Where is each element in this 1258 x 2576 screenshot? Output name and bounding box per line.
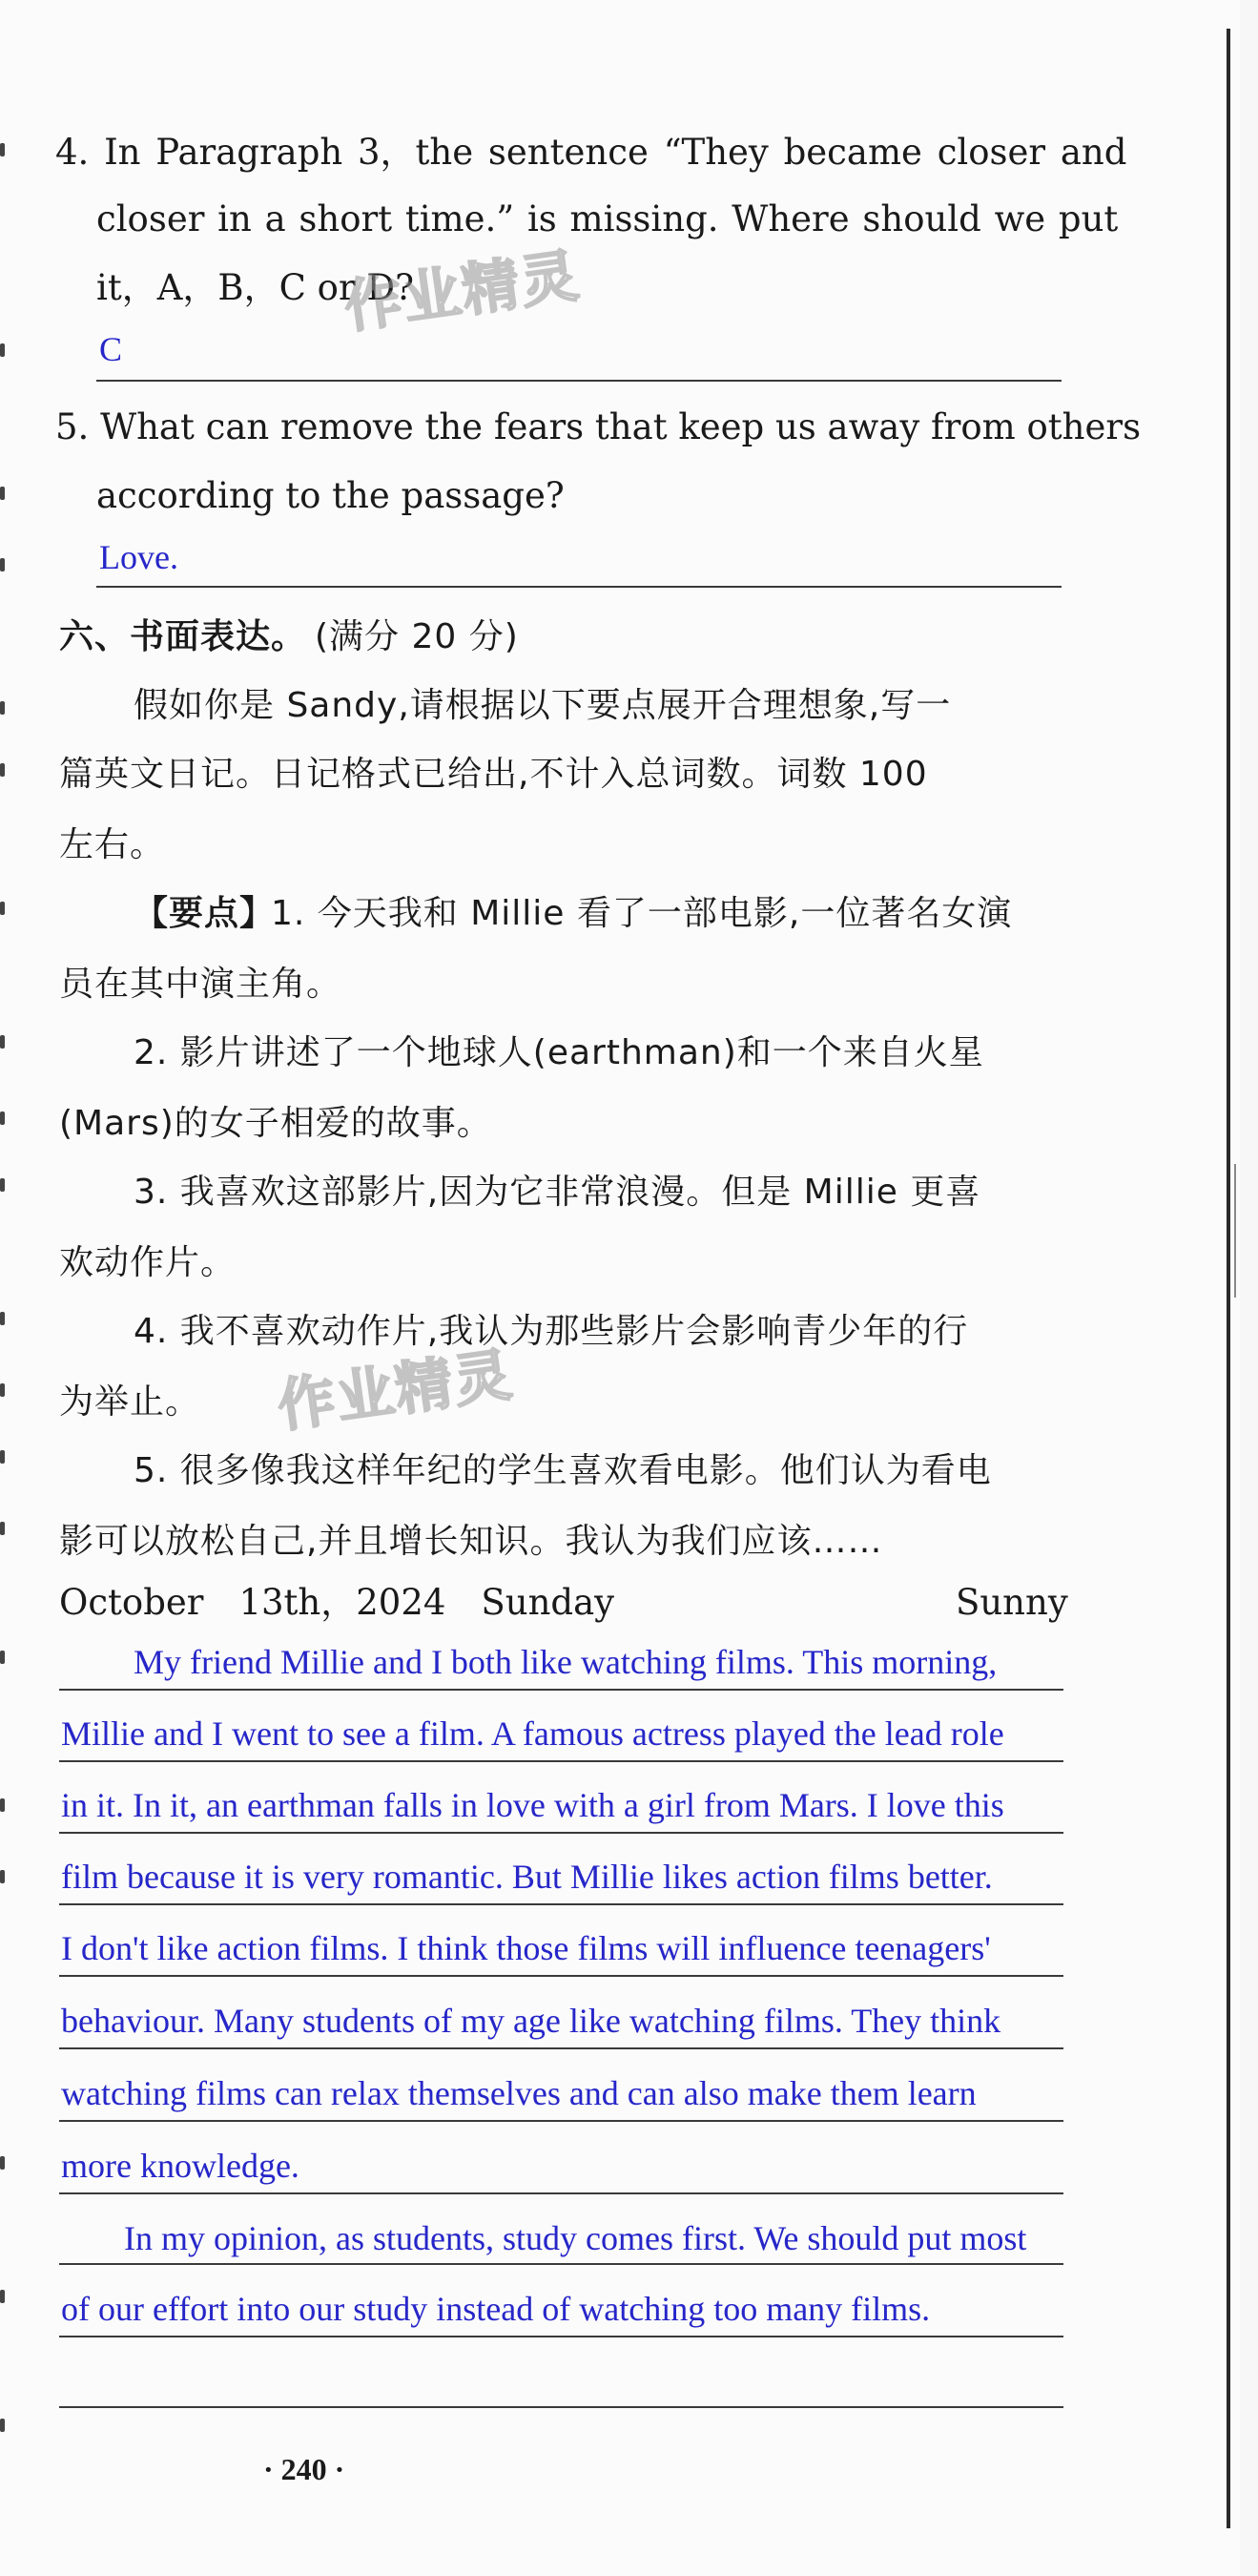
question-4-line-3: it，A，B，C or D? <box>96 267 414 308</box>
points-label: 【要点】 <box>134 894 276 933</box>
writing-line <box>59 2047 1063 2049</box>
point-1-line-1: 1. 今天我和 Millie 看了一部电影,一位著名女演 <box>271 894 1013 933</box>
diary-line-3: in it. In it, an earthman falls in love with a girl from Mars. I love this <box>61 1786 1004 1824</box>
page-number: · 240 · <box>263 2452 345 2486</box>
point-2-line-1: 2. 影片讲述了一个地球人(earthman)和一个来自火星 <box>134 1033 984 1072</box>
diary-line-2: Millie and I went to see a film. A famous actress played the lead role <box>61 1714 1004 1753</box>
question-5-answer: Love. <box>99 538 178 576</box>
question-5-line-1: 5. What can remove the fears that keep us away from others <box>55 406 1142 447</box>
point-4-line-1: 4. 我不喜欢动作片,我认为那些影片会影响青少年的行 <box>134 1312 969 1351</box>
point-3-line-2: 欢动作片。 <box>59 1243 237 1282</box>
point-3-line-1: 3. 我喜欢这部影片,因为它非常浪漫。但是 Millie 更喜 <box>134 1173 981 1212</box>
watermark-logo: 作业精灵 <box>340 242 585 342</box>
point-1-line-2: 员在其中演主角。 <box>59 965 342 1004</box>
writing-line <box>59 1975 1063 1977</box>
section-score: (满分 20 分) <box>315 617 519 656</box>
answer-line <box>96 380 1062 382</box>
writing-line <box>59 2406 1063 2408</box>
writing-line <box>59 1689 1063 1691</box>
answer-line <box>96 586 1062 588</box>
writing-line <box>59 2336 1063 2337</box>
diary-line-1: My friend Millie and I both like watching films. This morning, <box>134 1643 998 1681</box>
page-edge <box>1227 29 1230 2528</box>
point-2-line-2: (Mars)的女子相爱的故事。 <box>59 1104 492 1143</box>
diary-weather: Sunny <box>956 1582 1068 1623</box>
writing-line <box>59 2192 1063 2194</box>
diary-line-10: of our effort into our study instead of watching too many films. <box>61 2290 931 2328</box>
point-5-line-1: 5. 很多像我这样年纪的学生喜欢看电影。他们认为看电 <box>134 1451 992 1490</box>
diary-line-4: film because it is very romantic. But Millie likes action films better. <box>61 1858 993 1896</box>
page-edge-mark <box>1234 1164 1236 1298</box>
writing-line <box>59 1903 1063 1905</box>
writing-line <box>59 2120 1063 2122</box>
section-heading: 六、书面表达。 <box>59 617 307 656</box>
diary-line-9: In my opinion, as students, study comes first. We should put most <box>124 2219 1027 2257</box>
point-5-line-2: 影可以放松自己,并且增长知识。我认为我们应该…… <box>59 1522 883 1561</box>
question-4-line-2: closer in a short time.” is missing. Where should we put <box>96 198 1119 239</box>
writing-line <box>59 2263 1063 2265</box>
writing-line <box>59 1832 1063 1834</box>
watermark-logo: 作业精灵 <box>274 1341 518 1441</box>
diary-line-8: more knowledge. <box>61 2147 299 2185</box>
intro-line-1: 假如你是 Sandy,请根据以下要点展开合理想象,写一 <box>134 686 952 725</box>
intro-line-3: 左右。 <box>59 825 166 864</box>
intro-line-2: 篇英文日记。日记格式已给出,不计入总词数。词数 100 <box>59 755 928 794</box>
question-4-answer: C <box>99 330 123 368</box>
diary-line-5: I don't like action films. I think those films will influence teenagers' <box>61 1929 991 1967</box>
point-4-line-2: 为举止。 <box>59 1382 201 1422</box>
question-4-line-1: 4. In Paragraph 3，the sentence “They became closer and <box>55 132 1127 173</box>
diary-date: October 13th，2024 Sunday <box>59 1582 615 1623</box>
diary-line-7: watching films can relax themselves and can also make them learn <box>61 2074 977 2112</box>
writing-line <box>59 1760 1063 1762</box>
diary-line-6: behaviour. Many students of my age like watching films. They think <box>61 2002 1001 2040</box>
question-5-line-2: according to the passage? <box>96 475 565 516</box>
